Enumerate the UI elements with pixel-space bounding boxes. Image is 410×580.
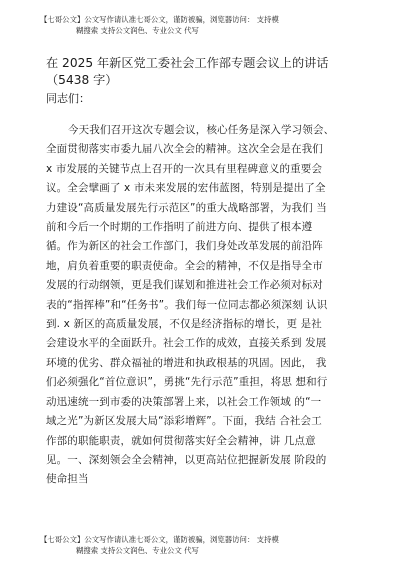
- body-line: 循。作为新区的社会工作部门，我们身处改革发展的前沿阵: [46, 240, 323, 253]
- body-line: 作部的职能职责，就如何贯彻落实好全会精神，讲 几点意: [46, 434, 316, 447]
- body-line: 议。全会擘画了 x 市未来发展的宏伟蓝图，特别是提出了全: [46, 182, 326, 195]
- title-line-2: （5438 字）: [46, 73, 118, 87]
- speech-body: [46, 121, 364, 490]
- title-line-1: 在 2025 年新区党工委社会工作部专题会议上的讲话: [46, 56, 329, 70]
- body-line: 今天我们召开这次专题会议，核心任务是深入学习领会、: [68, 124, 335, 136]
- header-notice-line-2: 糊搜索 支持公文润色、专业公文 代写: [76, 26, 199, 35]
- body-line: 到. x 新区的高质量发展，不仅是经济指标的增长，更 是社: [46, 318, 322, 331]
- body-line: 们必须强化“首位意识”，勇挑“先行示范”重担，将思 想和行: [46, 376, 328, 389]
- body-line: 前和今后一个时期的工作指明了前进方向、提供了根本遵: [46, 221, 313, 234]
- body-line: 全面贯彻落实市委九届八次全会的精神。这次全会是在我们: [46, 143, 323, 156]
- body-line: 发展的行动纲领，更是我们谋划和推进社会工作必须对标对: [46, 279, 323, 292]
- footer-notice-line-2: 糊搜索 支持公文润色、专业公文 代写: [76, 546, 199, 555]
- body-line: 表的“指挥棒”和“任务书”。我们每一位同志都必须深刻 认识: [46, 298, 328, 311]
- body-line: 域之光”为新区发展大局“添彩增辉”。下面，我结 合社会工: [46, 415, 322, 428]
- body-line: x 市发展的关键节点上召开的一次具有里程碑意义的重要会: [46, 162, 323, 175]
- footer-notice-line-1: 【七哥公文】公文写作请认准七哥公文，谨防被骗，浏览器访问： 支持模: [40, 535, 279, 544]
- body-line: 地，肩负着重要的职责使命。全会的精神，不仅是指导全市: [46, 259, 323, 272]
- body-line: 使命担当: [46, 473, 89, 486]
- body-line: 环境的优劣、群众福祉的增进和执政根基的巩固。因此， 我: [46, 356, 327, 369]
- document-title: [46, 55, 376, 89]
- header-notice-line-1: 【七哥公文】公文写作请认准七哥公文，谨防被骗，浏览器访问： 支持模: [40, 15, 279, 24]
- body-line: 力建设“高质量发展先行示范区”的重大战略部署，为我们 当: [46, 201, 327, 214]
- header-notice: [40, 14, 385, 36]
- greeting: 同志们：: [46, 92, 90, 105]
- body-line: 动迅速统一到市委的决策部署上来，以社会工作领域 的“一: [46, 395, 322, 408]
- body-line: 见。一、深刻领会全会精神，以更高站位把握新发展 阶段的: [46, 453, 327, 466]
- footer-notice: [40, 534, 385, 556]
- body-line: 会建设水平的全面跃升。社会工作的成效，直接关系到 发展: [46, 337, 327, 350]
